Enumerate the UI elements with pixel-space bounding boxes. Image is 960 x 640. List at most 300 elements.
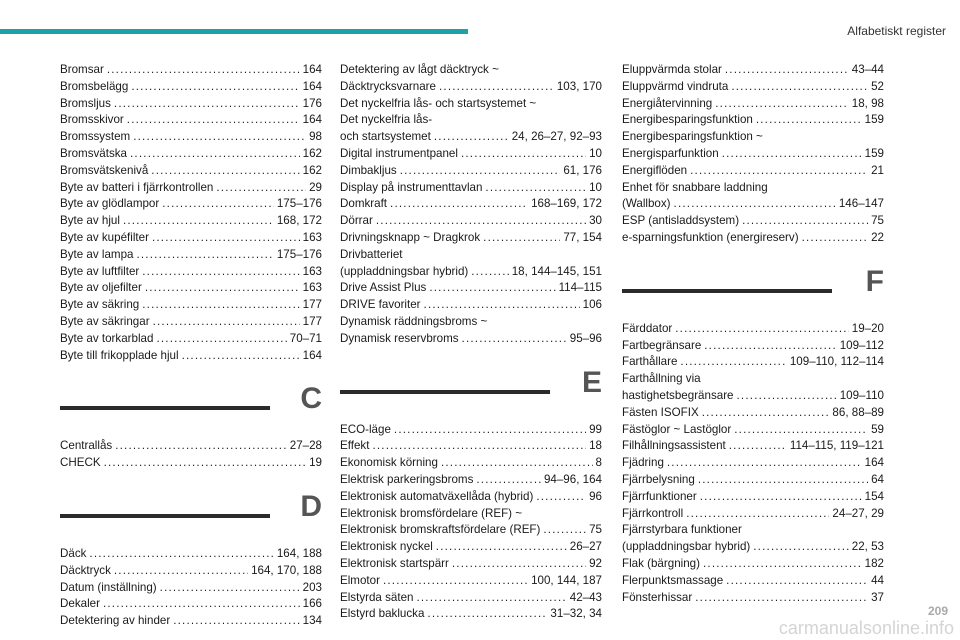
index-entry [60,297,322,314]
dot-leader [675,321,848,338]
index-entry-line [340,455,602,472]
page-reference: 18 [589,439,602,453]
index-entry [340,247,602,281]
section-header [60,382,322,430]
index-entry [622,556,884,573]
index-entry [622,506,884,523]
page-reference: 64 [871,472,884,486]
dot-leader [690,163,868,180]
page-reference: 109–110 [839,388,884,402]
dot-leader [390,196,528,213]
index-term: Elmotor [340,573,380,587]
page-reference: 164 [302,63,322,76]
dot-leader [103,596,300,613]
index-entry-line [340,129,602,146]
index-entry-line [340,79,602,96]
dot-leader [536,489,586,506]
dot-leader [152,230,300,247]
index-entry-line [340,247,602,264]
index-entry-line [60,163,322,180]
index-entry [622,129,884,163]
index-term: Dynamisk räddningsbroms ~ [340,314,488,328]
index-term: Fästen ISOFIX [622,405,699,419]
page-reference: 114–115, 119–121 [789,439,884,453]
index-term: Eluppvärmd vindruta [622,79,729,93]
index-entry-line [60,96,322,113]
dot-leader [667,455,862,472]
page-reference: 114–115 [558,281,602,295]
index-entry [60,348,322,365]
page-reference: 109–110, 112–114 [789,355,884,369]
section-header [60,490,322,538]
dot-leader [104,455,307,472]
dot-leader [802,230,869,247]
index-term: Bromsljus [60,96,111,110]
index-term: Farthållning via [622,372,701,386]
index-entry-line [622,489,884,506]
index-entry [622,522,884,556]
index-entry [622,96,884,113]
index-entry-line [622,129,884,146]
index-entry-line [60,230,322,247]
index-term: Flak (bärgning) [622,556,700,570]
index-column-2 [340,62,602,623]
index-term: Energiåtervinning [622,96,713,110]
index-entry [340,455,602,472]
index-column-3 [622,62,884,606]
index-entry-line [60,297,322,314]
index-term: Fjärrstyrbara funktioner [622,523,742,537]
dot-leader [543,522,586,539]
dot-leader [173,613,299,630]
dot-leader [674,196,836,213]
page-reference: 164 [302,79,322,93]
index-entry [60,613,322,630]
index-term: Dynamisk reservbroms [340,331,459,345]
index-term: Byte av hjul [60,214,120,228]
index-entry-line [340,264,602,281]
dot-leader [436,539,567,556]
page-reference: 70–71 [289,331,322,345]
page-reference: 162 [302,146,322,160]
dot-leader [114,563,248,580]
index-entry-line [60,563,322,580]
index-entry-line [60,596,322,613]
page-reference: 75 [871,214,884,228]
index-term: Däcktryck [60,563,111,577]
section-header [340,366,602,414]
dot-leader [702,405,830,422]
index-term: Bromsbelägg [60,79,129,93]
index-entry [340,606,602,623]
page-reference: 94–96, 164 [543,472,602,486]
dot-leader [452,556,586,573]
dot-leader [424,297,580,314]
index-entry-line [60,62,322,79]
page-reference: 163 [302,281,322,295]
index-term: Det nyckelfria lås- [340,113,433,127]
index-term: Byte av torkarblad [60,331,154,345]
page-reference: 99 [589,422,602,436]
dot-leader [427,606,547,623]
index-entry [340,163,602,180]
section-divider [60,406,270,410]
dot-leader [729,438,787,455]
index-entry [340,539,602,556]
index-entry-line [622,196,884,213]
dot-leader [376,213,586,230]
index-entry-line [60,146,322,163]
index-term: Energibesparingsfunktion ~ [622,130,763,144]
page-reference: 18, 144–145, 151 [511,264,602,278]
page-reference: 10 [589,146,602,160]
index-term: Byte av kupéfilter [60,230,149,244]
page-reference: 19–20 [851,321,884,335]
index-entry-line [340,438,602,455]
index-entry [60,563,322,580]
index-entry-line [60,196,322,213]
index-term: Enhet för snabbare laddning [622,180,768,194]
page-reference: 103, 170 [556,79,602,93]
index-entry-line [340,280,602,297]
index-entry [60,196,322,213]
page-reference: 24, 26–27, 92–93 [511,130,602,144]
page-reference: 37 [871,590,884,604]
page-number: 209 [927,604,948,618]
dot-leader [131,79,299,96]
index-entry [340,556,602,573]
dot-leader [400,163,561,180]
index-term: ESP (antisladdsystem) [622,214,740,228]
index-entry [622,422,884,439]
index-entry-line [340,314,602,331]
index-entry [622,472,884,489]
page-reference: 163 [302,264,322,278]
index-term: Elstyrda säten [340,590,414,604]
index-entry-line [340,96,602,113]
index-term: Det nyckelfria lås- och startsystemet ~ [340,96,537,110]
index-entry [622,163,884,180]
page-reference: 30 [589,214,602,228]
index-term: Elektronisk nyckel [340,540,433,554]
page-reference: 44 [871,573,884,587]
index-entry-line [622,539,884,556]
index-entry-line [340,422,602,439]
index-entry [60,314,322,331]
page-reference: 159 [864,113,884,127]
index-entry [340,180,602,197]
index-entry [340,196,602,213]
index-entry-line [622,438,884,455]
index-term: Fästöglor ~ Lastöglor [622,422,732,436]
dot-leader [107,62,300,79]
header-accent-bar [0,29,468,34]
index-entry-line [340,522,602,539]
index-entry [60,331,322,348]
index-entry-line [622,213,884,230]
index-entry [60,230,322,247]
index-entry-line [340,112,602,129]
dot-leader [471,264,508,281]
page-reference: 24–27, 29 [832,506,884,520]
page-reference: 109–112 [839,338,884,352]
index-term: Elektronisk automatväxellåda (hybrid) [340,489,534,503]
index-entry [60,213,322,230]
index-entry [60,62,322,79]
dot-leader [182,348,300,365]
dot-leader [162,196,274,213]
index-entry [622,573,884,590]
index-entry [60,580,322,597]
index-term: Byte av lampa [60,247,134,261]
index-entry-line [340,606,602,623]
index-entry-line [622,455,884,472]
dot-leader [461,146,586,163]
dot-leader [725,62,849,79]
dot-leader [722,146,862,163]
index-term: Drivbatteriet [340,247,403,261]
index-term: Elektronisk bromskraftsfördelare (REF) [340,523,541,537]
dot-leader [434,129,509,146]
index-entry-line [622,405,884,422]
index-term: Byte av glödlampor [60,197,160,211]
index-term: Däck [60,546,87,560]
index-entry [60,180,322,197]
dot-leader [700,489,862,506]
page-reference: 96 [589,489,602,503]
index-term: Effekt [340,439,370,453]
index-entry [622,405,884,422]
page-reference: 21 [871,163,884,177]
index-entry-line [622,338,884,355]
page-reference: 177 [302,298,322,312]
index-term: Farthållare [622,355,678,369]
page-reference: 203 [302,580,322,594]
index-term: och startsystemet [340,130,431,144]
index-term: Display på instrumenttavlan [340,180,483,194]
page-reference: 176 [302,96,322,110]
index-entry [60,280,322,297]
index-entry [60,438,322,455]
dot-leader [695,590,868,607]
dot-leader [127,112,300,129]
index-entry [60,546,322,563]
index-entry [340,472,602,489]
index-entry [340,438,602,455]
page-header-title: Alfabetiskt register [847,24,946,38]
dot-leader [145,280,300,297]
index-term: Drivningsknapp ~ Dragkrok [340,230,481,244]
page-reference: 175–176 [276,247,322,261]
index-term: Drive Assist Plus [340,281,427,295]
page-reference: 77, 154 [563,230,602,244]
dot-leader [130,146,300,163]
watermark: carmanualsonline.info [778,618,954,638]
page-reference: 134 [302,614,322,628]
index-term: Byte av oljefilter [60,281,142,295]
index-term: Elektrisk parkeringsbroms [340,472,474,486]
index-entry [340,314,602,348]
index-entry-line [622,522,884,539]
page-reference: 19 [309,456,322,470]
page-reference: 162 [302,163,322,177]
section-divider [340,390,550,394]
index-entry-line [340,196,602,213]
page-reference: 106 [582,298,602,312]
index-term: Dörrar [340,214,373,228]
dot-leader [151,163,299,180]
index-entry-line [60,247,322,264]
dot-leader [429,280,555,297]
index-entry [340,230,602,247]
page-reference: 75 [589,523,602,537]
index-entry [60,112,322,129]
index-entry [622,371,884,405]
index-term: Byte till frikopplade hjul [60,348,179,362]
index-term: Domkraft [340,197,388,211]
index-term: Färddator [622,321,673,335]
dot-leader [737,388,837,405]
index-entry-line [340,472,602,489]
index-term: (uppladdningsbar hybrid) [340,264,469,278]
index-entry-line [340,556,602,573]
index-column-1 [60,62,322,630]
dot-leader [756,112,862,129]
index-entry-line [60,546,322,563]
index-term: ECO-läge [340,422,391,436]
section-letter: D [300,489,322,523]
index-entry [622,438,884,455]
page-reference: 164 [302,113,322,127]
index-entry-line [340,489,602,506]
index-term: Energibesparingsfunktion [622,113,753,127]
dot-leader [133,129,306,146]
index-term: Elektronisk startspärr [340,556,449,570]
index-term: Flerpunktsmassage [622,573,724,587]
page-reference: 59 [871,422,884,436]
index-entry-line [622,112,884,129]
index-entry [60,596,322,613]
index-term: Bromssystem [60,130,131,144]
page-reference: 164, 188 [276,546,322,560]
dot-leader [753,539,849,556]
index-entry-line [622,422,884,439]
index-entry [622,455,884,472]
index-entry [60,79,322,96]
index-term: Elstyrd baklucka [340,607,425,621]
index-entry [340,146,602,163]
page-reference: 100, 144, 187 [531,573,602,587]
index-entry [340,590,602,607]
index-term: Eluppvärmda stolar [622,63,722,76]
dot-leader [476,472,541,489]
index-term: Energisparfunktion [622,146,719,160]
index-entry-line [622,79,884,96]
dot-leader [680,354,786,371]
index-term: Byte av luftfilter [60,264,140,278]
index-entry [622,338,884,355]
page-reference: 86, 88–89 [832,405,884,419]
dot-leader [142,264,299,281]
dot-leader [156,331,286,348]
index-entry [60,96,322,113]
index-term: hastighetsbegränsare [622,388,734,402]
index-entry-line [340,163,602,180]
page-reference: 164 [302,348,322,362]
index-term: Dimbakljus [340,163,397,177]
index-entry [340,280,602,297]
section-letter: F [865,264,884,298]
index-entry [622,230,884,247]
page-reference: 182 [864,556,884,570]
dot-leader [115,438,287,455]
index-entry [340,297,602,314]
page-reference: 146–147 [838,197,884,211]
index-entry-line [622,146,884,163]
dot-leader [441,455,593,472]
index-term: Ekonomisk körning [340,456,438,470]
page-reference: 92 [589,556,602,570]
index-entry-line [340,213,602,230]
index-entry-line [622,388,884,405]
index-entry-line [340,590,602,607]
index-entry [60,247,322,264]
index-entry [622,180,884,214]
page-reference: 18, 98 [851,96,884,110]
index-term: Fjärrbelysning [622,472,695,486]
index-entry [622,489,884,506]
index-entry-line [340,180,602,197]
page-reference: 163 [302,230,322,244]
dot-leader [142,297,299,314]
index-entry [60,163,322,180]
dot-leader [416,590,566,607]
index-entry [340,96,602,146]
index-term: Fjädring [622,456,664,470]
dot-leader [89,546,273,563]
dot-leader [160,580,300,597]
index-entry [622,590,884,607]
section-letter: C [300,382,322,416]
index-entry [60,264,322,281]
index-entry-line [622,506,884,523]
dot-leader [462,331,567,348]
page-reference: 177 [302,314,322,328]
index-entry-line [60,112,322,129]
index-entry-line [622,354,884,371]
page-reference: 168–169, 172 [531,197,602,211]
index-entry-line [340,230,602,247]
index-entry-line [622,472,884,489]
page-reference: 166 [302,597,322,611]
page-reference: 175–176 [276,197,322,211]
index-entry-line [622,230,884,247]
index-entry [340,506,602,540]
index-entry-line [622,590,884,607]
index-term: Detektering av lågt däcktryck ~ [340,63,499,76]
dot-leader [383,573,528,590]
dot-leader [439,79,554,96]
page-reference: 98 [309,130,322,144]
dot-leader [686,506,829,523]
index-entry-line [60,79,322,96]
page-reference: 43–44 [851,63,884,76]
index-entry [622,213,884,230]
dot-leader [742,213,868,230]
dot-leader [734,422,868,439]
dot-leader [394,422,586,439]
dot-leader [372,438,586,455]
